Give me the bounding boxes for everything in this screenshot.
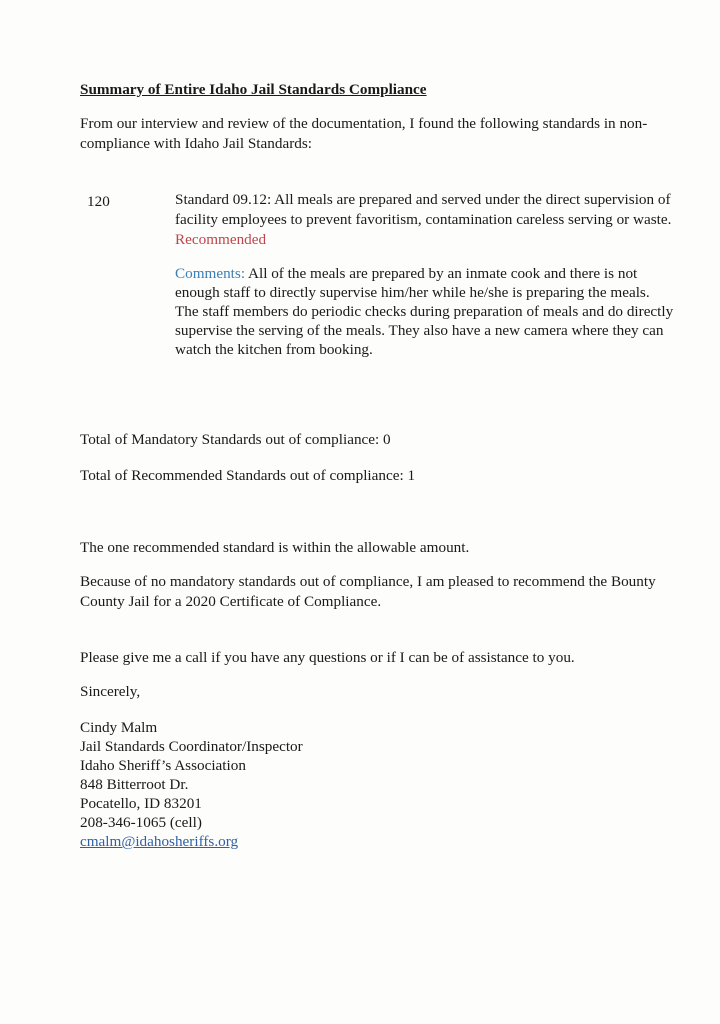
total-mandatory: Total of Mandatory Standards out of compliance: 0 [80, 431, 391, 448]
signature-email-link[interactable]: cmalm@idahosheriffs.org [80, 833, 239, 850]
intro-line-1: From our interview and review of the documentation, I found the following standards in non- [80, 115, 648, 132]
signature-organization: Idaho Sheriff’s Association [80, 757, 246, 774]
finding-number: 120 [87, 193, 110, 210]
total-recommended: Total of Recommended Standards out of compliance: 1 [80, 467, 416, 484]
comments-line-3: The staff members do periodic checks during preparation of meals and do directly [175, 303, 674, 320]
sign-off: Sincerely, [80, 683, 141, 700]
closing-request: Please give me a call if you have any questions or if I can be of assistance to you. [80, 649, 575, 666]
comments-line-4: supervise the serving of the meals. They also have a new camera where they can [175, 322, 664, 339]
category-recommended: Recommended [175, 231, 267, 248]
standard-line-1: Standard 09.12: All meals are prepared and served under the direct supervision of [175, 191, 671, 208]
intro-line-2: compliance with Idaho Jail Standards: [80, 135, 312, 152]
signature-address-1: 848 Bitterroot Dr. [80, 776, 189, 793]
signature-address-2: Pocatello, ID 83201 [80, 795, 202, 812]
signature-name: Cindy Malm [80, 719, 158, 736]
conclusion-2-line-2: County Jail for a 2020 Certificate of Compliance. [80, 593, 382, 610]
conclusion-1: The one recommended standard is within the allowable amount. [80, 539, 470, 556]
standard-line-2: facility employees to prevent favoritism, contamination careless serving or waste. [175, 211, 672, 228]
comments-label: Comments: [175, 265, 246, 282]
conclusion-2-line-1: Because of no mandatory standards out of compliance, I am pleased to recommend the Bounty [80, 573, 656, 590]
comments-line-1 [175, 264, 637, 283]
signature-phone: 208-346-1065 (cell) [80, 814, 202, 831]
comments-line-2: enough staff to directly supervise him/her while he/she is preparing the meals. [175, 284, 650, 301]
comments-line-5: watch the kitchen from booking. [175, 341, 373, 358]
comments-text-1: All of the meals are prepared by an inmate cook and there is not [245, 265, 638, 282]
signature-title: Jail Standards Coordinator/Inspector [80, 738, 303, 755]
document-title: Summary of Entire Idaho Jail Standards Compliance [80, 81, 427, 98]
